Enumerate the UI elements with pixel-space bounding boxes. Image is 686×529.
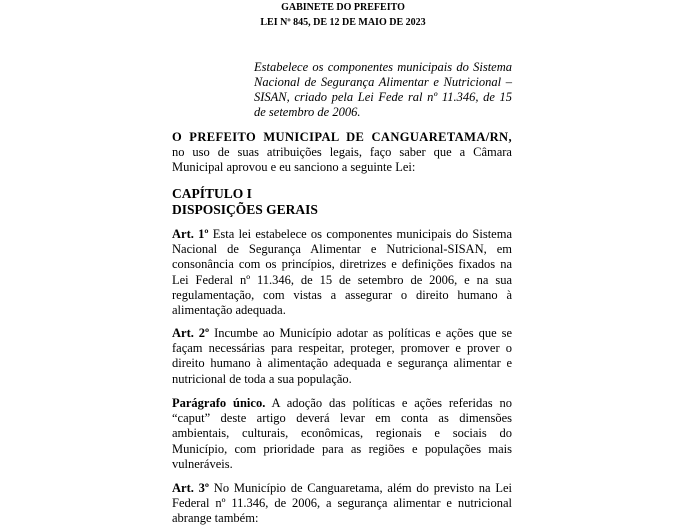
article-2	[172, 326, 512, 387]
law-ementa: Estabelece os componentes municipais do Sistema Nacional de Segurança Alimentar e Nutricional – SISAN, criado pela Lei Fede ral nº 11.346, de 15 de setembro de 2006.	[254, 60, 512, 119]
chapter-number: CAPÍTULO I	[172, 186, 252, 201]
paragraph-unico	[172, 396, 512, 472]
chapter-heading	[172, 186, 512, 217]
article-text: No Município de Canguaretama, além do previsto na Lei Federal nº 11.346, de 2006, a segurança alimentar e nutricional abrange também:	[172, 481, 512, 526]
article-label: Art. 2º	[172, 326, 210, 340]
paragraph-text: A adoção das políticas e ações referidas no “caput” deste artigo deverá levar em conta as dimensões ambientais, culturais, econômicas, regionais e sociais do Município, com prioridade para as regiões e populações mais vulneráveis.	[172, 396, 512, 471]
article-label: Art. 3º	[172, 481, 210, 495]
paragraph-label: Parágrafo único.	[172, 396, 266, 410]
law-title: LEI Nº 845, DE 12 DE MAIO DE 2023	[260, 17, 426, 28]
preamble	[172, 130, 512, 176]
article-3	[172, 481, 512, 527]
article-text: Esta lei estabelece os componentes municipais do Sistema Nacional de Segurança Alimentar e Nutricional-SISAN, em consonância com os princípios, diretrizes e definições fixados na Lei Federal nº 11.346, de 15 de setembro de 2006, e na sua regulamentação, com vistas a assegurar o direito humano à alimentação adequada.	[172, 227, 512, 318]
chapter-title: DISPOSIÇÕES GERAIS	[172, 201, 318, 217]
preamble-body: no uso de suas atribuições legais, faço saber que a Câmara Municipal aprovou e eu sanciono a seguinte Lei:	[172, 145, 512, 175]
office-header: GABINETE DO PREFEITO	[281, 2, 405, 13]
article-text: Incumbe ao Município adotar as políticas e ações que se façam necessárias para respeitar, proteger, promover e prover o direito humano à alimentação adequada e segurança alimentar e nutricional de toda a sua população.	[172, 326, 512, 386]
article-label: Art. 1º	[172, 227, 209, 241]
article-1	[172, 227, 512, 318]
preamble-head: O PREFEITO MUNICIPAL DE CANGUARETAMA/RN,	[172, 130, 512, 144]
